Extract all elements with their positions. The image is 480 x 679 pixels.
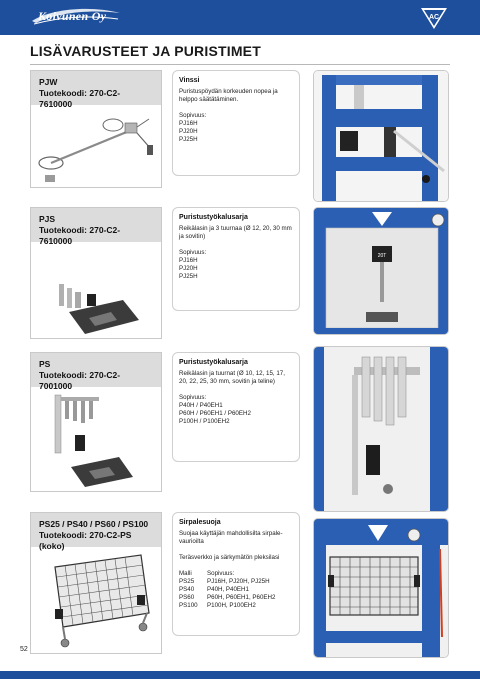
product-code: Tuotekoodi: 270-C2-7610000	[39, 88, 121, 109]
table-row	[179, 602, 293, 610]
desc-text-2: Teräsverkko ja särkymätön pleksilasi	[179, 554, 280, 561]
desc-title: Puristustyökalusarja	[179, 214, 248, 221]
table-row	[179, 594, 293, 602]
winch-image	[31, 105, 161, 187]
model-cell: PS40	[179, 586, 195, 593]
product-name: PS	[39, 359, 51, 369]
brand-left: Koivunen Oy	[38, 9, 107, 23]
model-table-header	[179, 570, 293, 578]
product-code: Tuotekoodi: 270-C2-7610000	[39, 225, 121, 246]
product-card-pjs	[30, 207, 162, 339]
product-card-shield	[30, 512, 162, 654]
photo-pjw	[313, 70, 449, 202]
product-header	[31, 208, 161, 246]
desc-card-shield	[172, 512, 300, 636]
table-row	[179, 586, 293, 594]
fit-item: PJ25H	[179, 273, 198, 280]
fit-item: PJ16H	[179, 257, 198, 264]
fit-col-header: Sopivuus:	[207, 570, 235, 577]
fit-item: PJ16H	[179, 120, 198, 127]
title-divider	[30, 64, 450, 65]
photo-pjs	[313, 207, 449, 335]
model-cell: PS60	[179, 594, 195, 601]
product-name: PS25 / PS40 / PS60 / PS100	[39, 519, 149, 529]
product-header	[31, 353, 161, 391]
desc-text: Suojaa käyttäjän mahdollisilta sirpale-vaurioilta	[179, 530, 283, 545]
fit-cell: P100H, P100EH2	[207, 602, 256, 609]
fit-label: Sopivuus:	[179, 112, 207, 119]
desc-title: Puristustyökalusarja	[179, 359, 248, 366]
fit-item: PJ20H	[179, 128, 198, 135]
table-row	[179, 578, 293, 586]
fit-item: PJ20H	[179, 265, 198, 272]
desc-card-ps	[172, 352, 300, 462]
desc-text: Reikälasin ja 3 tuurnaa (Ø 12, 20, 30 mm ja sovitin)	[179, 225, 292, 240]
press-tool-set-image	[31, 242, 161, 338]
model-cell: PS25	[179, 578, 195, 585]
brand-right: AC	[428, 14, 440, 21]
desc-card-pjw	[172, 70, 300, 176]
press-tool-rack-image	[31, 387, 161, 491]
fit-cell: PJ16H, PJ20H, PJ25H	[207, 578, 270, 585]
desc-title: Sirpalesuoja	[179, 519, 221, 526]
product-card-ps	[30, 352, 162, 492]
fit-item: P60H / P60EH1 / P60EH2	[179, 410, 251, 417]
product-header	[31, 71, 161, 109]
product-name: PJS	[39, 214, 56, 224]
page-title: LISÄVARUSTEET JA PURISTIMET	[30, 43, 261, 59]
page-number: 52	[20, 646, 28, 653]
product-name: PJW	[39, 77, 58, 87]
fit-item: PJ25H	[179, 136, 198, 143]
fit-label: Sopivuus:	[179, 249, 207, 256]
desc-title: Vinssi	[179, 77, 200, 84]
photo-ps	[313, 346, 449, 512]
desc-card-pjs	[172, 207, 300, 311]
photo-shield	[313, 518, 449, 658]
safety-shield-image	[31, 547, 161, 653]
product-code: Tuotekoodi: 270-C2-7001000	[39, 370, 121, 391]
product-code: Tuotekoodi: 270-C2-PS (koko)	[39, 530, 132, 551]
fit-cell: P60H, P60EH1, P60EH2	[207, 594, 276, 601]
fit-item: P40H / P40EH1	[179, 402, 223, 409]
product-header	[31, 513, 161, 551]
desc-text: Reikälasin ja tuurnat (Ø 10, 12, 15, 17, 20, 22, 25, 30 mm, sovitin ja teline)	[179, 370, 285, 385]
footer-bar	[0, 671, 480, 679]
fit-item: P100H / P100EH2	[179, 418, 230, 425]
fit-label: Sopivuus:	[179, 394, 207, 401]
fit-cell: P40H, P40EH1	[207, 586, 249, 593]
model-col-header: Malli	[179, 570, 192, 577]
ac-logo-icon	[420, 6, 448, 30]
desc-text: Puristuspöydän korkeuden nopea ja helppo säätätäminen.	[179, 88, 278, 103]
product-card-pjw	[30, 70, 162, 188]
model-cell: PS100	[179, 602, 198, 609]
press-label: 20T	[377, 253, 387, 259]
